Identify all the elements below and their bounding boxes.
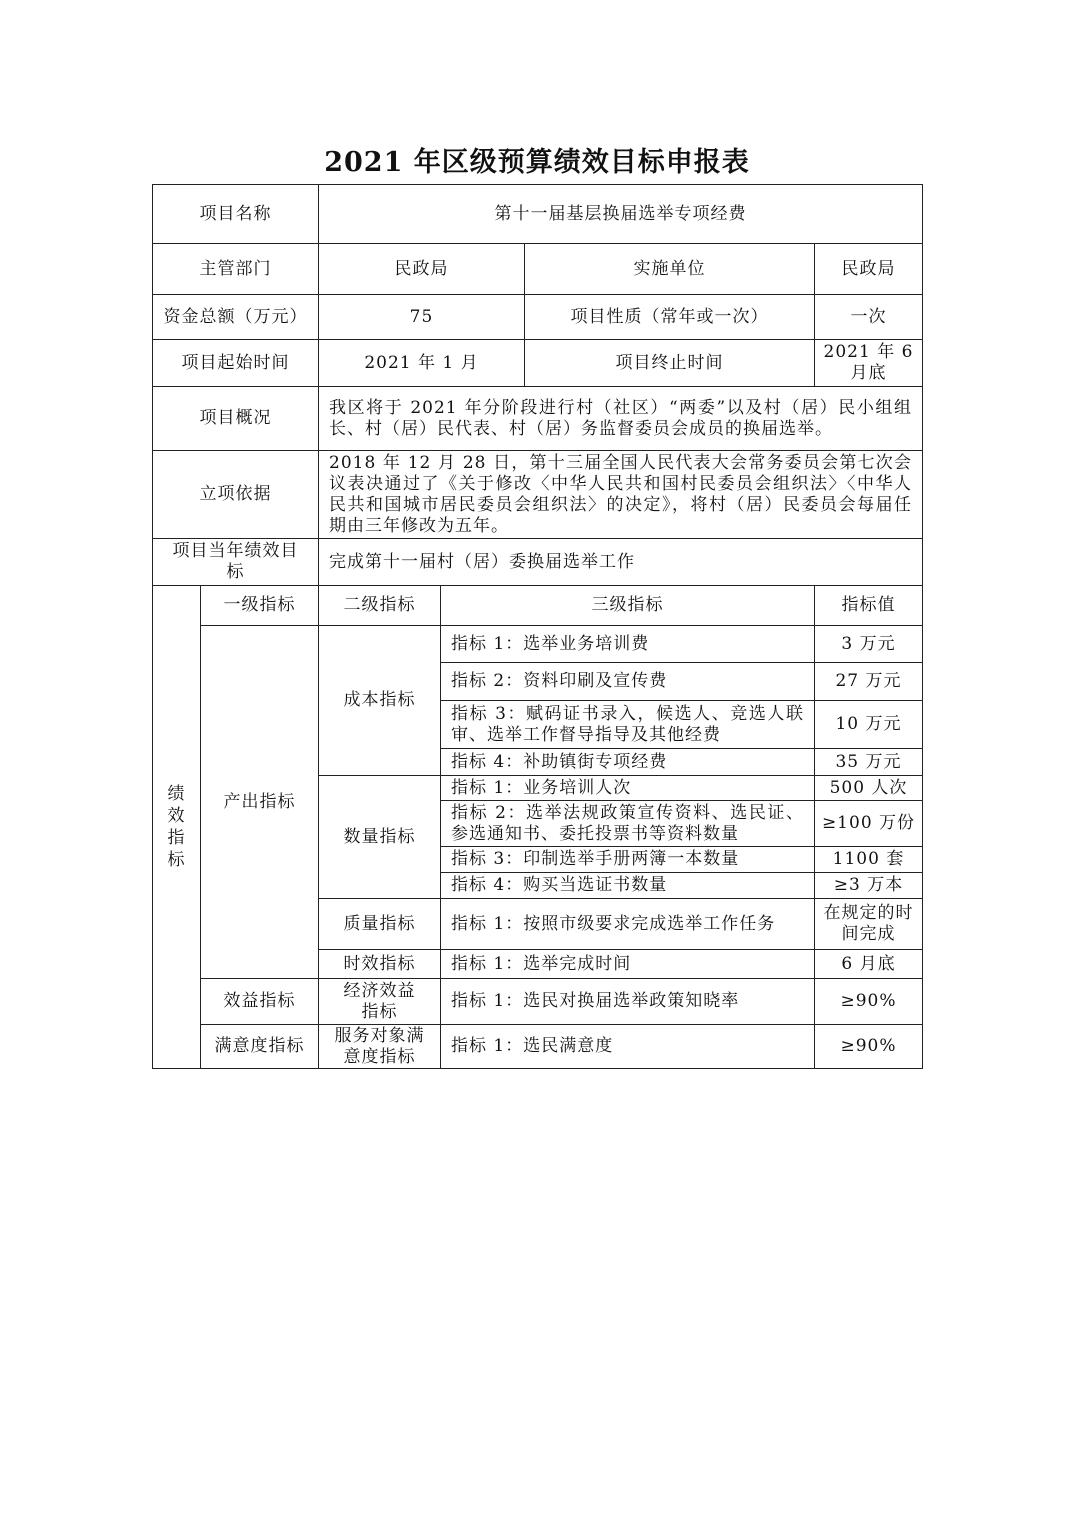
economic-indicator-value: ≥90%	[815, 979, 923, 1025]
row-goal	[153, 539, 923, 586]
budget-form-table	[152, 184, 923, 1069]
project-name-label: 项目名称	[153, 185, 319, 244]
row-department	[153, 244, 923, 295]
cost-indicator-1-name: 指标 1：选举业务培训费	[441, 626, 815, 663]
quality-indicator-name: 指标 1：按照市级要求完成选举工作任务	[441, 899, 815, 950]
indicators-section-text: 绩效指标	[167, 784, 186, 870]
row-funds	[153, 295, 923, 340]
benefit-indicator-label: 效益指标	[201, 979, 319, 1025]
quantity-indicator-3-value: 1100 套	[815, 847, 923, 873]
overview-value: 我区将于 2021 年分阶段进行村（社区）“两委”以及村（居）民小组组长、村（居）民代表、村（居）务监督委员会成员的换届选举。	[319, 387, 923, 451]
basis-value: 2018 年 12 月 28 日，第十三届全国人民代表大会常务委员会第七次会议表决通过了《关于修改〈中华人民共和国村民委员会组织法〉〈中华人民共和国城市居民委员会组织法〉的决定》，将村（居）民委员会每届任期由三年修改为五年。	[319, 451, 923, 539]
output-indicator-label: 产出指标	[201, 626, 319, 979]
cost-indicator-label: 成本指标	[319, 626, 441, 776]
service-indicator-value: ≥90%	[815, 1025, 923, 1069]
dept-label: 主管部门	[153, 244, 319, 295]
quality-indicator-value: 在规定的时间完成	[815, 899, 923, 950]
impl-unit-label: 实施单位	[525, 244, 815, 295]
end-date-label: 项目终止时间	[525, 340, 815, 387]
overview-label: 项目概况	[153, 387, 319, 451]
goal-label: 项目当年绩效目标	[153, 539, 319, 586]
service-indicator-name: 指标 1：选民满意度	[441, 1025, 815, 1069]
cost-indicator-3-value: 10 万元	[815, 701, 923, 749]
table-row	[153, 626, 923, 663]
impl-unit-value: 民政局	[815, 244, 923, 295]
indicators-section-label	[153, 586, 201, 1069]
row-dates	[153, 340, 923, 387]
service-indicator-label: 服务对象满意度指标	[319, 1025, 441, 1069]
funds-label: 资金总额（万元）	[153, 295, 319, 340]
timeliness-indicator-label: 时效指标	[319, 950, 441, 979]
economic-indicator-name: 指标 1：选民对换届选举政策知晓率	[441, 979, 815, 1025]
cost-indicator-1-value: 3 万元	[815, 626, 923, 663]
quality-indicator-label: 质量指标	[319, 899, 441, 950]
row-project-name	[153, 185, 923, 244]
quantity-indicator-3-name: 指标 3：印制选举手册两簿一本数量	[441, 847, 815, 873]
cost-indicator-4-name: 指标 4：补助镇街专项经费	[441, 749, 815, 776]
project-name-value: 第十一届基层换届选举专项经费	[319, 185, 923, 244]
quantity-indicator-label: 数量指标	[319, 776, 441, 899]
satisfaction-indicator-label: 满意度指标	[201, 1025, 319, 1069]
cost-indicator-4-value: 35 万元	[815, 749, 923, 776]
end-date-value: 2021 年 6 月底	[815, 340, 923, 387]
economic-indicator-label: 经济效益指标	[319, 979, 441, 1025]
header-value: 指标值	[815, 586, 923, 626]
page-title: 2021 年区级预算绩效目标申报表	[324, 147, 750, 178]
cost-indicator-2-value: 27 万元	[815, 663, 923, 701]
header-level2: 二级指标	[319, 586, 441, 626]
quantity-indicator-1-value: 500 人次	[815, 776, 923, 801]
timeliness-indicator-name: 指标 1：选举完成时间	[441, 950, 815, 979]
dept-value: 民政局	[319, 244, 525, 295]
cost-indicator-3-name: 指标 3：赋码证书录入，候选人、竞选人联审、选举工作督导指导及其他经费	[441, 701, 815, 749]
cost-indicator-2-name: 指标 2：资料印刷及宣传费	[441, 663, 815, 701]
nature-value: 一次	[815, 295, 923, 340]
goal-value: 完成第十一届村（居）委换届选举工作	[319, 539, 923, 586]
quantity-indicator-4-name: 指标 4：购买当选证书数量	[441, 873, 815, 899]
header-level1: 一级指标	[201, 586, 319, 626]
quantity-indicator-2-name: 指标 2：选举法规政策宣传资料、选民证、参选通知书、委托投票书等资料数量	[441, 801, 815, 847]
nature-label: 项目性质（常年或一次）	[525, 295, 815, 340]
table-row	[153, 979, 923, 1025]
start-date-label: 项目起始时间	[153, 340, 319, 387]
quantity-indicator-4-value: ≥3 万本	[815, 873, 923, 899]
timeliness-indicator-value: 6 月底	[815, 950, 923, 979]
header-level3: 三级指标	[441, 586, 815, 626]
funds-value: 75	[319, 295, 525, 340]
start-date-value: 2021 年 1 月	[319, 340, 525, 387]
row-basis	[153, 451, 923, 539]
indicator-header-row	[153, 586, 923, 626]
basis-label: 立项依据	[153, 451, 319, 539]
row-overview	[153, 387, 923, 451]
quantity-indicator-1-name: 指标 1：业务培训人次	[441, 776, 815, 801]
table-row	[153, 1025, 923, 1069]
quantity-indicator-2-value: ≥100 万份	[815, 801, 923, 847]
